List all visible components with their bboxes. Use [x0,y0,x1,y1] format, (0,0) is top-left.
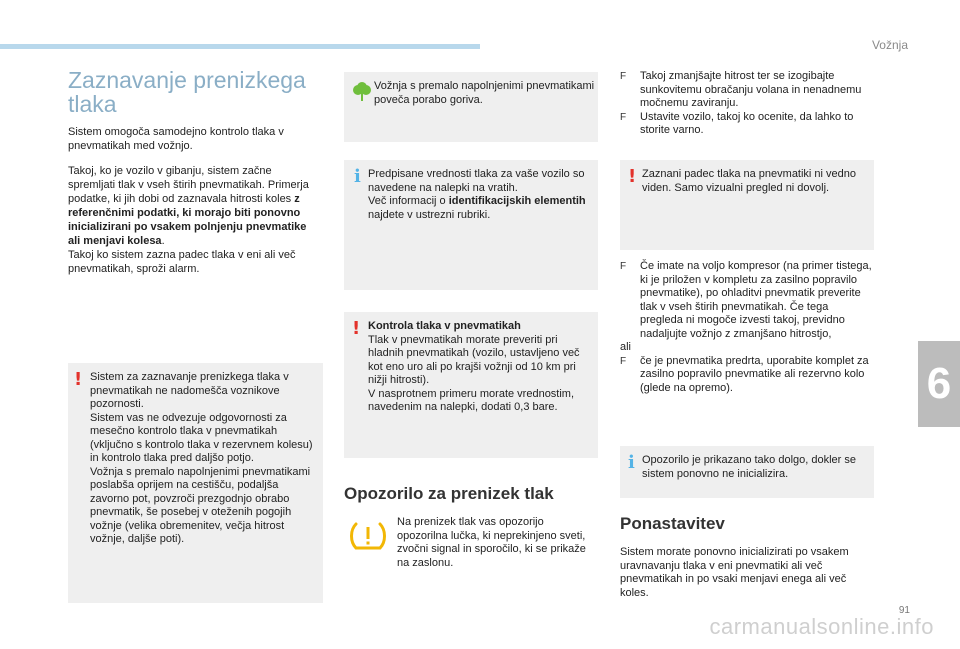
list-item [620,355,874,396]
info-box-line2: Več informacij o [368,195,449,207]
info-box-text [368,168,594,222]
bullet-mark: F [620,355,627,367]
info-box-pressure [344,160,598,290]
list-item-text: Takoj zmanjšajte hitrost ter se izogibajte sunkovitemu obračanju volana in nenadnemu močnemu zaviranju. [640,70,862,109]
list-item-text: Če imate na voljo kompresor (na primer tistega, ki je priložen v kompletu za zasilno popravilo pnevmatike), po ohladitvi pnevmatik preverite tlak v vseh štirih pnevmatikah. Če tega pregleda ni mogoče izvesti takoj, previdno nadaljujte vožnjo z zmanjšano hitrostjo, [640,260,872,340]
eco-tree-icon [352,82,372,102]
exclamation-icon: ! [628,166,637,187]
warning-heading: Opozorilo za prenizek tlak [344,484,554,503]
reset-heading: Ponastavitev [620,514,725,533]
bullet-mark: F [620,71,627,82]
system-paragraph [68,164,320,276]
or-text: ali [620,341,632,353]
warning-box-visual [620,160,874,250]
warning-box-control [344,312,598,458]
exclamation-icon: ! [352,318,361,339]
intro-paragraph: Sistem omogoča samodejno kontrolo tlaka v pnevmatikah med vožnjo. [68,126,284,152]
info-box-line3: najdete v ustrezni rubriki. [368,208,491,221]
warning-text: Na prenizek tlak vas opozorijo opozorilna lučka, ki neprekinjeno sveti, zvočni signal in sporočilo, ki se prikaže na zaslonu. [397,516,586,569]
control-box-text [368,320,596,415]
eco-box-text: Vožnja s premalo napolnjenimi pnevmatikami poveča porabo goriva. [374,80,595,106]
recovery-list [620,260,874,395]
system-text-bold: z referenčnimi podatki, ki morajo biti ponovno inicializirani po vsakem polnjenju pnevmatike ali menjavi kolesa [68,193,307,247]
exclamation-icon: ! [74,369,83,390]
section-title: Vožnja [871,38,908,52]
page-title: Zaznavanje prenizkega tlaka [68,67,306,117]
warn-box-text: Zaznani padec tlaka na pnevmatiki ni vedno viden. Samo vizualni pregled ni dovolj. [642,168,857,194]
chapter-tab: 6 [918,341,960,427]
tyre-pressure-warning-icon [348,520,388,554]
info-box-reset [620,446,874,498]
watermark: carmanualsonline.info [709,614,934,639]
header-bar [0,44,480,49]
list-item [620,260,874,341]
info-icon: i [628,452,635,473]
list-item-text: če je pnevmatika predrta, uporabite komplet za zasilno popravilo pnevmatike ali rezervno kolo (glede na opremo). [640,354,869,394]
warning-box-text: Sistem za zaznavanje prenizkega tlaka v pnevmatikah ne nadomešča voznikove pozornosti. Sistem vas ne odvezuje odgovornosti za mesečno kontrolo tlaka v pnevmatikah (vključno s kontrolo tlaka v rezervnem kolesu) in kontrolo tlaka pred daljšo potjo. Vožnja s premalo napolnjenimi pnevmatikami poslabša oprijem na cestišču, podaljša zavorno pot, povzroči prezgodnjo obrabo pnevmatik, še posebej v oteženih pogojih vožnje (velika obremenitev, večja hitrost vožnje, daljše poti). [90,371,313,545]
control-title: Kontrola tlaka v pnevmatikah [368,320,521,332]
info-icon: i [354,166,361,187]
system-text-d: Takoj ko sistem zazna padec tlaka v eni ali več pnevmatikah, sproži alarm. [68,249,296,275]
info-box-bold: identifikacijskih elementih [448,195,586,207]
system-text-a: Takoj, ko je vozilo v gibanju, sistem začne spremljati tlak v vseh štirih pnevmatikah. Primerja podatke, ki jih dobi od zaznavala hitrosti koles [68,165,309,205]
control-text: Tlak v pnevmatikah morate preveriti pri hladnih pnevmatikah (vozilo, ustavljeno več kot eno uro ali po krajši vožnji od 10 km pri nižji hitrosti). V nasprotnem primeru morate vrednostim, navedenim na nalepki, dodati 0,3 bare. [368,333,580,413]
eco-box [344,72,598,142]
system-text-c: . [161,235,165,247]
action-list [620,70,874,138]
bullet-mark: F [620,261,627,272]
bullet-mark: F [620,111,627,123]
list-item [620,111,874,138]
info-reset-text: Opozorilo je prikazano tako dolgo, dokler se sistem ponovno ne inicializira. [642,454,857,480]
page-number: 91 [898,605,910,616]
info-box-line1: Predpisane vrednosti tlaka za vaše vozilo so navedene na nalepki na vratih. [368,168,585,194]
reset-text: Sistem morate ponovno inicializirati po vsakem uravnavanju tlaka v eni pnevmatiki ali več pnevmatikah in po vsaki menjavi enega ali več koles. [620,546,849,599]
list-item [620,70,874,111]
warning-box-limits [68,363,323,603]
list-item-text: Ustavite vozilo, takoj ko ocenite, da lahko to storite varno. [640,110,854,136]
